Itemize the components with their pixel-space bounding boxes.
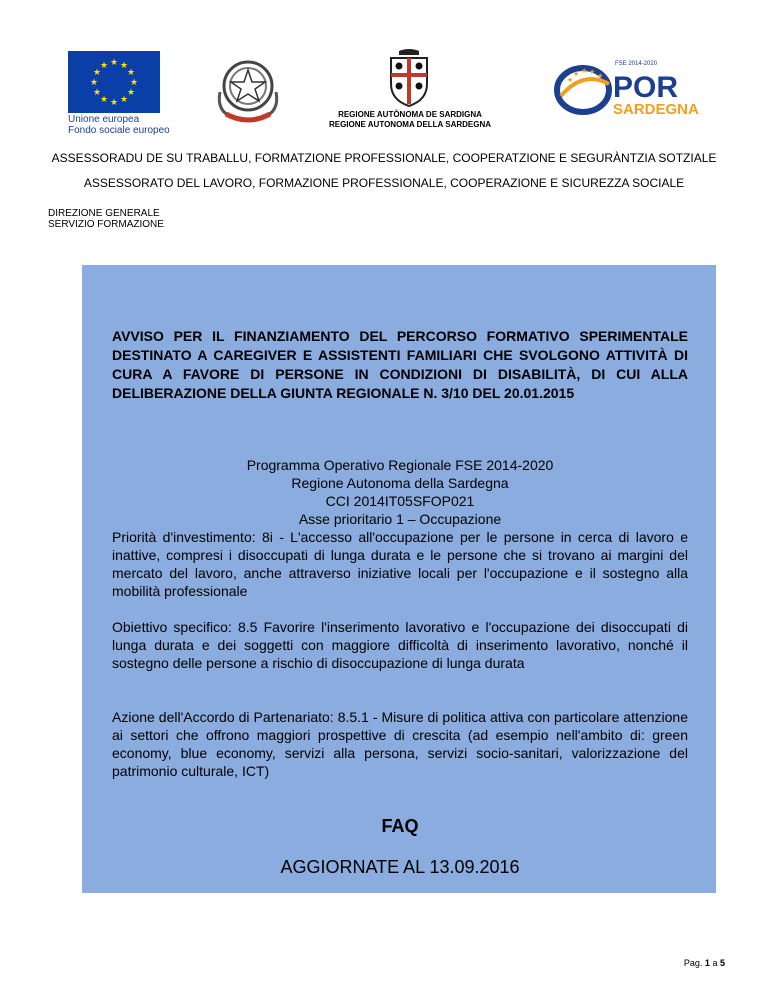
svg-text:★: ★ xyxy=(109,98,119,108)
svg-text:★: ★ xyxy=(567,76,574,84)
page-total: 5 xyxy=(719,958,725,968)
svg-text:★: ★ xyxy=(99,61,109,71)
svg-text:★: ★ xyxy=(89,78,99,88)
priority-paragraph: Priorità d'investimento: 8i - L'accesso all'occupazione per le persone in cerca di lavoro e inattive, compresi i disoccupati di lunga durata e le persone che si trovano ai margini del mercato del lavoro, anche attraverso iniziative locali per l'occupazione e il sostegno alla mobilità professionale xyxy=(112,529,688,599)
por-subtitle: SARDEGNA xyxy=(613,101,699,118)
action-paragraph: Azione dell'Accordo di Partenariato: 8.5.1 - Misure di politica attiva con particolare attenzione ai settori che offrono maggiori prospettive di crescita (ad esempio nell'ambito di: green economy, blue economy, servizi alla persona, servizi socio-sanitari, valorizzazione del patrimonio culturale, ICT) xyxy=(112,709,688,779)
page-number xyxy=(620,958,725,968)
assessorato-title-sardinian: ASSESSORADU DE SU TRABALLU, FORMATZIONE PROFESSIONALE, COOPERATZIONE E SEGURÀNTZIA SOTZIALE xyxy=(51,151,717,165)
objective-paragraph: Obiettivo specifico: 8.5 Favorire l'inserimento lavorativo e l'occupazione dei disoccupati di lunga durata e dei soggetti con maggiore difficoltà di inserimento lavorativo, nonché il sostegno delle persone a rischio di disoccupazione di lunga durata xyxy=(112,619,688,671)
svg-text:★: ★ xyxy=(119,61,129,71)
svg-text:★: ★ xyxy=(573,70,580,78)
svg-text:★: ★ xyxy=(119,95,129,105)
regione-caption-italian: REGIONE AUTONOMA DELLA SARDEGNA xyxy=(328,120,492,129)
svg-text:★: ★ xyxy=(92,88,102,98)
page-prefix: Pag. xyxy=(683,958,703,968)
sardinia-coat-of-arms xyxy=(386,48,432,108)
faq-heading: FAQ xyxy=(381,816,419,836)
servizio-label: SERVIZIO FORMAZIONE xyxy=(48,219,164,230)
svg-text:★: ★ xyxy=(581,67,588,75)
svg-text:★: ★ xyxy=(589,68,596,76)
direzione-label: DIREZIONE GENERALE xyxy=(48,208,160,219)
office-heading xyxy=(48,208,164,230)
emblem-icon xyxy=(210,52,286,126)
regione-caption-sardinian: REGIONE AUTÒNOMA DE SARDIGNA xyxy=(338,110,482,119)
avviso-title: AVVISO PER IL FINANZIAMENTO DEL PERCORSO FORMATIVO SPERIMENTALE DESTINATO A CAREGIVER E ASSISTENTI FAMILIARI CHE SVOLGONO ATTIVITÀ DI CURA A FAVORE DI PERSONE IN CONDIZIONI DI DISABILITÀ, DI CUI ALLA DELIBERAZIONE DELLA GIUNTA REGIONALE N. 3/10 DEL 20.01.2015 xyxy=(112,328,688,401)
svg-text:★: ★ xyxy=(597,72,604,80)
eu-stars-icon xyxy=(68,51,160,113)
program-line: CCI 2014IT05SFOP021 xyxy=(325,493,475,509)
assessorato-title-italian: ASSESSORATO DEL LAVORO, FORMAZIONE PROFESSIONALE, COOPERAZIONE E SICUREZZA SOCIALE xyxy=(83,176,685,190)
por-logo-icon xyxy=(553,60,699,120)
page-current: 1 xyxy=(704,958,710,968)
eu-caption-line: Unione europea xyxy=(68,114,140,125)
svg-text:★: ★ xyxy=(129,78,139,88)
eu-caption xyxy=(68,114,170,136)
program-info xyxy=(112,456,688,528)
regione-caption xyxy=(320,110,500,130)
eu-flag-logo xyxy=(68,51,160,113)
svg-text:★: ★ xyxy=(109,58,119,68)
program-line: Regione Autonoma della Sardegna xyxy=(291,475,509,491)
program-line: Programma Operativo Regionale FSE 2014-2020 xyxy=(246,457,554,473)
svg-text:★: ★ xyxy=(99,95,109,105)
svg-text:★: ★ xyxy=(126,68,136,78)
svg-text:★: ★ xyxy=(92,68,102,78)
eu-caption-line: Fondo sociale europeo xyxy=(68,125,170,136)
logo-bar xyxy=(0,0,768,140)
four-moors-icon xyxy=(386,48,432,108)
por-badge: FSE 2014-2020 xyxy=(615,61,658,67)
italian-republic-emblem xyxy=(210,52,286,126)
por-title: POR xyxy=(613,71,679,104)
updated-date: AGGIORNATE AL 13.09.2016 xyxy=(280,857,520,877)
program-line: Asse prioritario 1 – Occupazione xyxy=(298,511,502,527)
page-separator: a xyxy=(712,958,718,968)
svg-text:★: ★ xyxy=(126,88,136,98)
por-sardegna-logo xyxy=(553,60,699,120)
